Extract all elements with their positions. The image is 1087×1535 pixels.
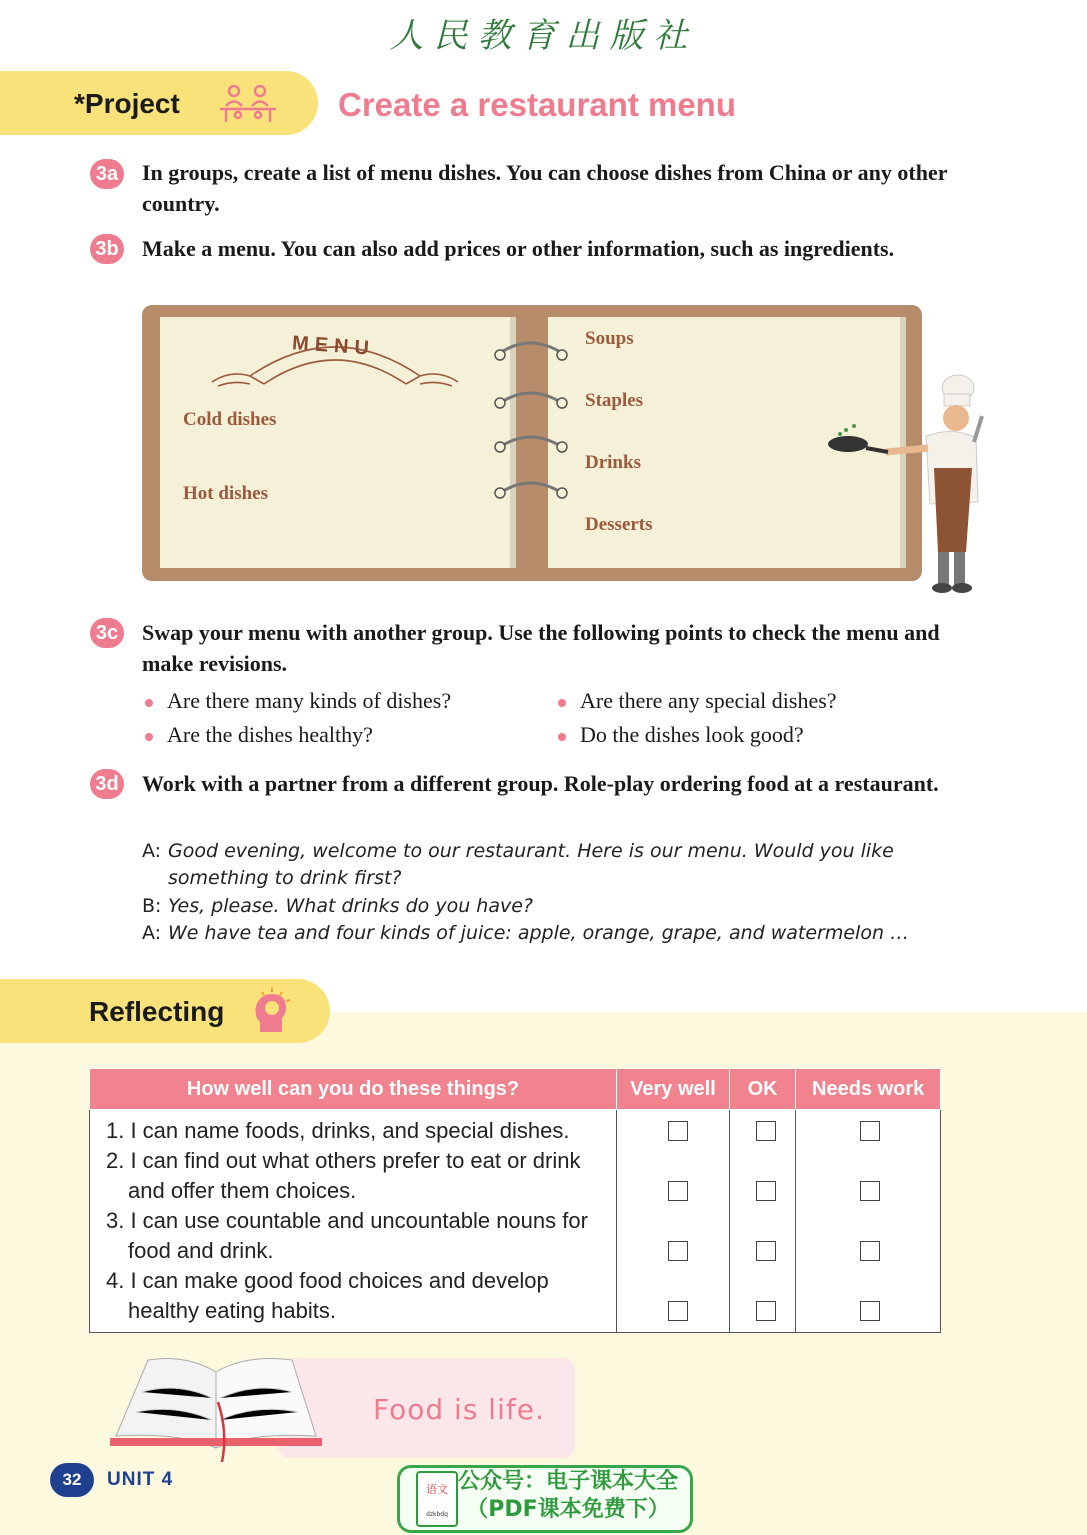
task-3a-text: In groups, create a list of menu dishes. You can choose dishes from China or any other country.	[142, 160, 948, 216]
table-header-very-well: Very well	[617, 1069, 730, 1110]
table-row: 2. I can find out what others prefer to eat or drink and offer them choices.	[106, 1148, 581, 1203]
check-point-4: Do the dishes look good?	[558, 722, 804, 748]
bullet-dot	[558, 699, 566, 707]
checkbox-row1-very-well[interactable]	[668, 1121, 688, 1141]
menu-binder-rings	[490, 335, 570, 505]
menu-section-soups: Soups	[585, 328, 634, 349]
task-3c-text: Swap your menu with another group. Use the following points to check the menu and make revisions.	[142, 620, 940, 676]
bullet-dot	[145, 733, 153, 741]
table-row: 3. I can use countable and uncountable nouns for food and drink.	[106, 1208, 588, 1263]
menu-section-cold-dishes: Cold dishes	[183, 409, 277, 430]
menu-section-hot-dishes: Hot dishes	[183, 483, 268, 504]
project-tab-label: *Project	[74, 88, 180, 119]
bullet-dot	[558, 733, 566, 741]
task-badge-3c: 3c	[90, 618, 124, 648]
task-badge-3b: 3b	[90, 234, 124, 264]
textbook-icon-caption: dzkbdq	[426, 1511, 448, 1518]
publisher-logo: 人民教育出版社	[389, 16, 698, 56]
unit-label: UNIT 4	[107, 1469, 174, 1490]
ok-column	[729, 1110, 795, 1333]
check-point-3: Are the dishes healthy?	[145, 722, 373, 748]
check-point-2: Are there any special dishes?	[558, 688, 837, 714]
dialogue-line-1: A: Good evening, welcome to our restaurant. Here is our menu. Would you like something to drink first?	[142, 840, 894, 889]
checkbox-row2-needs-work[interactable]	[860, 1181, 880, 1201]
task-3d-text: Work with a partner from a different group. Role-play ordering food at a restaurant.	[142, 771, 939, 796]
table-row: 4. I can make good food choices and develop healthy eating habits.	[106, 1268, 549, 1323]
checkbox-row2-very-well[interactable]	[668, 1181, 688, 1201]
bullet-dot	[145, 699, 153, 707]
task-3b-text: Make a menu. You can also add prices or other information, such as ingredients.	[142, 236, 895, 261]
table-header-ok: OK	[729, 1069, 795, 1110]
table-skill-cell	[90, 1110, 617, 1333]
reflecting-tab-label: Reflecting	[89, 996, 225, 1027]
checkbox-row3-ok[interactable]	[756, 1241, 776, 1261]
group-people-icon	[216, 82, 280, 126]
checkbox-row4-very-well[interactable]	[668, 1301, 688, 1321]
menu-section-staples: Staples	[585, 390, 644, 411]
textbook-icon-label: 语文	[426, 1483, 448, 1496]
very-well-column	[617, 1110, 730, 1333]
dialogue-line-2: B: Yes, please. What drinks do you have?	[142, 895, 533, 917]
page-number-badge: 32	[50, 1463, 94, 1497]
reflecting-table	[89, 1068, 941, 1333]
table-header-needs-work: Needs work	[796, 1069, 941, 1110]
chef-illustration	[826, 372, 986, 596]
checkbox-row4-needs-work[interactable]	[860, 1301, 880, 1321]
task-badge-3d: 3d	[90, 769, 124, 799]
checkbox-row3-very-well[interactable]	[668, 1241, 688, 1261]
checkbox-row3-needs-work[interactable]	[860, 1241, 880, 1261]
checkbox-row1-ok[interactable]	[756, 1121, 776, 1141]
dialogue-line-3: A: We have tea and four kinds of juice: apple, orange, grape, and watermelon …	[142, 922, 910, 944]
table-header-skills: How well can you do these things?	[90, 1069, 617, 1110]
menu-section-drinks: Drinks	[585, 452, 641, 473]
check-point-1: Are there many kinds of dishes?	[145, 688, 451, 714]
checkbox-row2-ok[interactable]	[756, 1181, 776, 1201]
watermark-text: 公众号：电子课本大全 （PDF课本免费下）	[458, 1469, 679, 1522]
needs-work-column	[796, 1110, 941, 1333]
project-title: Create a restaurant menu	[338, 86, 736, 123]
menu-banner-text: MENU	[291, 332, 376, 360]
task-badge-3a: 3a	[90, 159, 124, 189]
checkbox-row1-needs-work[interactable]	[860, 1121, 880, 1141]
table-row: 1. I can name foods, drinks, and special dishes.	[106, 1118, 570, 1143]
open-book-icon	[106, 1352, 326, 1464]
quote-text: Food is life.	[373, 1393, 545, 1426]
menu-section-desserts: Desserts	[585, 514, 653, 535]
head-lightbulb-icon	[252, 988, 292, 1034]
textbook-icon	[416, 1471, 458, 1527]
checkbox-row4-ok[interactable]	[756, 1301, 776, 1321]
